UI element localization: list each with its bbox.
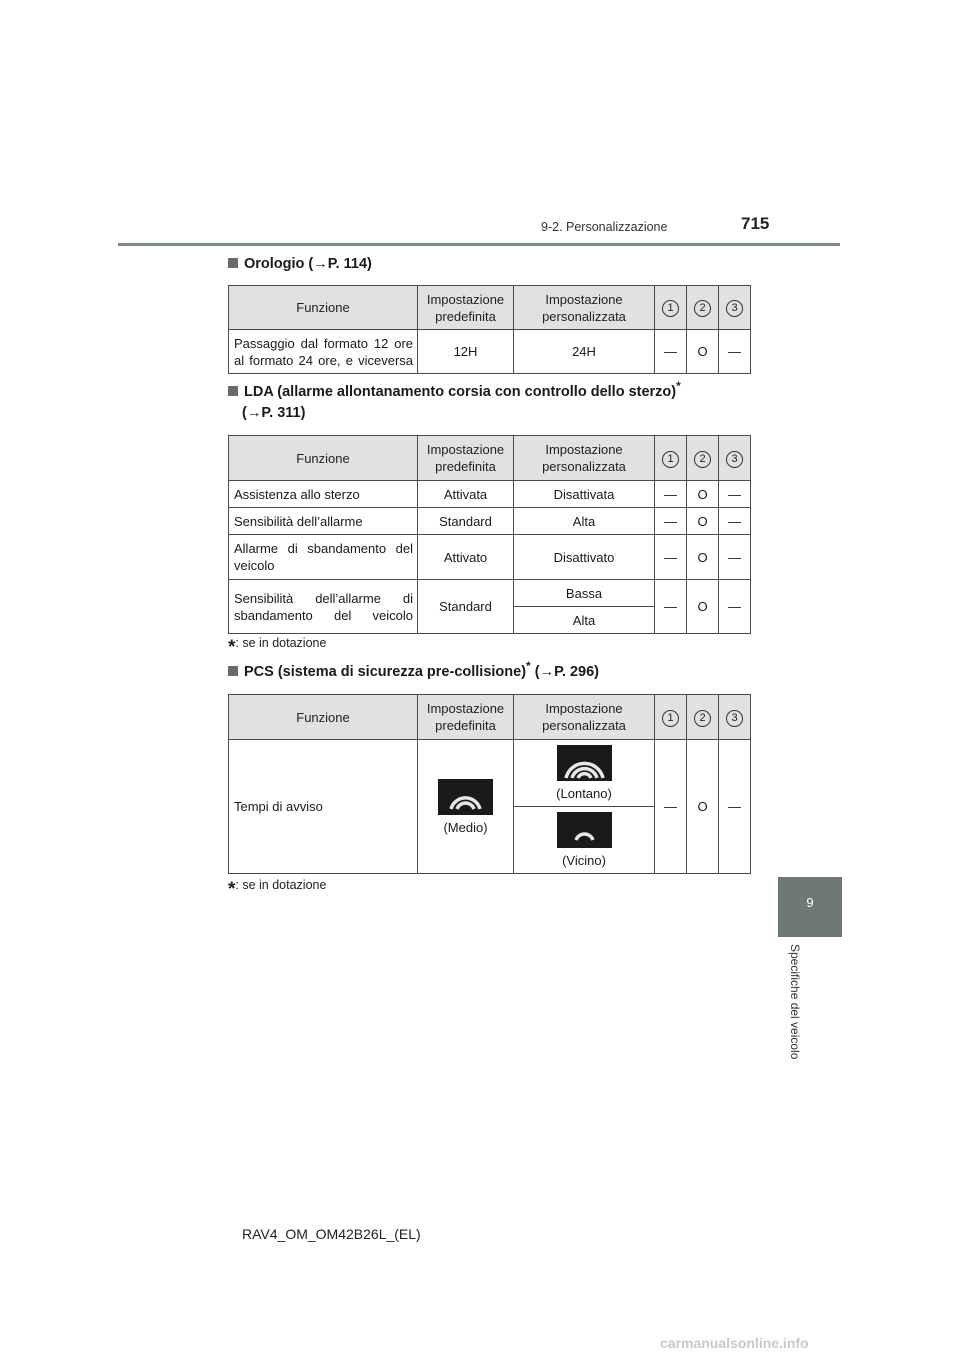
cell-col2: O — [687, 740, 719, 874]
table-header-row — [229, 286, 751, 330]
section-title-orologio: Orologio (→P. 114) — [228, 256, 372, 272]
cell-col2: O — [687, 330, 719, 374]
cell-col2: O — [687, 580, 719, 634]
table-row — [229, 535, 751, 580]
cell-col3: — — [719, 535, 751, 580]
footnote-lda: *: se in dotazione — [228, 636, 327, 658]
cell-personalizzata: (Vicino) — [514, 807, 655, 874]
col-2: 2 — [687, 286, 719, 330]
cell-col2: O — [687, 535, 719, 580]
bullet-square-icon — [228, 666, 238, 676]
col-predefinita: Impostazione predefinita — [418, 436, 514, 481]
cell-col1: — — [655, 740, 687, 874]
cell-predefinita: Standard — [418, 508, 514, 535]
cell-funzione: Sensibilità dell’allarme — [229, 508, 418, 535]
cell-funzione: Assistenza allo sterzo — [229, 481, 418, 508]
arrow-right-icon: → — [539, 664, 555, 680]
col-2: 2 — [687, 436, 719, 481]
cell-col1: — — [655, 535, 687, 580]
col-3: 3 — [719, 436, 751, 481]
header-divider — [118, 243, 840, 246]
cell-predefinita: 12H — [418, 330, 514, 374]
col-3: 3 — [719, 286, 751, 330]
table-row — [229, 481, 751, 508]
section-ref-lda: (→P. 311) — [242, 405, 306, 421]
cell-personalizzata: (Lontano) — [514, 740, 655, 807]
cell-predefinita: Attivata — [418, 481, 514, 508]
col-funzione: Funzione — [229, 695, 418, 740]
table-header-row — [229, 436, 751, 481]
col-predefinita: Impostazione predefinita — [418, 286, 514, 330]
arrow-right-icon: → — [246, 405, 262, 421]
watermark: carmanualsonline.info — [660, 1335, 809, 1351]
cell-col1: — — [655, 330, 687, 374]
warning-arcs-medium-icon — [438, 779, 493, 815]
chapter-label: Specifiche del veicolo — [788, 944, 802, 1060]
col-personalizzata: Impostazione personalizzata — [514, 436, 655, 481]
bullet-square-icon — [228, 386, 238, 396]
col-2: 2 — [687, 695, 719, 740]
table-pcs — [228, 694, 751, 874]
table-row — [229, 508, 751, 535]
table-row — [229, 330, 751, 374]
chapter-tab[interactable] — [778, 877, 842, 937]
page-reference-link[interactable]: P. 114) — [327, 256, 372, 272]
cell-personalizzata: Alta — [514, 607, 655, 634]
col-1: 1 — [655, 286, 687, 330]
section-title-pcs: PCS (sistema di sicurezza pre-collisione)* (→P. 296) — [228, 664, 599, 680]
table-lda — [228, 435, 751, 634]
cell-personalizzata: Alta — [514, 508, 655, 535]
col-3: 3 — [719, 695, 751, 740]
col-personalizzata: Impostazione personalizzata — [514, 695, 655, 740]
cell-funzione: Sensibilità dell’allarme di sbandamento del veicolo — [229, 580, 418, 634]
page-number: 715 — [741, 214, 770, 233]
cell-col3: — — [719, 508, 751, 535]
bullet-square-icon — [228, 258, 238, 268]
cell-col3: — — [719, 580, 751, 634]
col-funzione: Funzione — [229, 286, 418, 330]
cell-personalizzata: 24H — [514, 330, 655, 374]
section-header: 9-2. Personalizzazione — [541, 220, 668, 234]
col-predefinita: Impostazione predefinita — [418, 695, 514, 740]
warning-arcs-far-icon — [557, 745, 612, 781]
cell-col3: — — [719, 740, 751, 874]
chapter-number: 9 — [806, 895, 814, 910]
col-personalizzata: Impostazione personalizzata — [514, 286, 655, 330]
col-1: 1 — [655, 695, 687, 740]
document-code: RAV4_OM_OM42B26L_(EL) — [242, 1226, 421, 1242]
arrow-right-icon: → — [313, 256, 328, 272]
table-row — [229, 580, 751, 607]
page-reference-link[interactable]: P. 311) — [261, 405, 306, 421]
cell-funzione: Allarme di sbandamento del veicolo — [229, 535, 418, 580]
cell-personalizzata: Disattivata — [514, 481, 655, 508]
cell-funzione: Passaggio dal formato 12 ore al formato 24 ore, e viceversa — [229, 330, 418, 374]
cell-predefinita: Standard — [418, 580, 514, 634]
cell-col1: — — [655, 508, 687, 535]
cell-col2: O — [687, 481, 719, 508]
table-row — [229, 740, 751, 807]
cell-predefinita: Attivato — [418, 535, 514, 580]
cell-personalizzata: Disattivato — [514, 535, 655, 580]
cell-predefinita: (Medio) — [418, 740, 514, 874]
col-funzione: Funzione — [229, 436, 418, 481]
cell-col2: O — [687, 508, 719, 535]
cell-personalizzata: Bassa — [514, 580, 655, 607]
table-header-row — [229, 695, 751, 740]
cell-col1: — — [655, 580, 687, 634]
cell-col3: — — [719, 330, 751, 374]
cell-col1: — — [655, 481, 687, 508]
footnote-pcs: *: se in dotazione — [228, 878, 327, 900]
col-1: 1 — [655, 436, 687, 481]
cell-col3: — — [719, 481, 751, 508]
warning-arcs-near-icon — [557, 812, 612, 848]
cell-funzione: Tempi di avviso — [229, 740, 418, 874]
table-orologio — [228, 285, 751, 374]
page-reference-link[interactable]: P. 296) — [554, 664, 599, 680]
section-title-lda: LDA (allarme allontanamento corsia con controllo dello sterzo)* — [228, 384, 681, 400]
